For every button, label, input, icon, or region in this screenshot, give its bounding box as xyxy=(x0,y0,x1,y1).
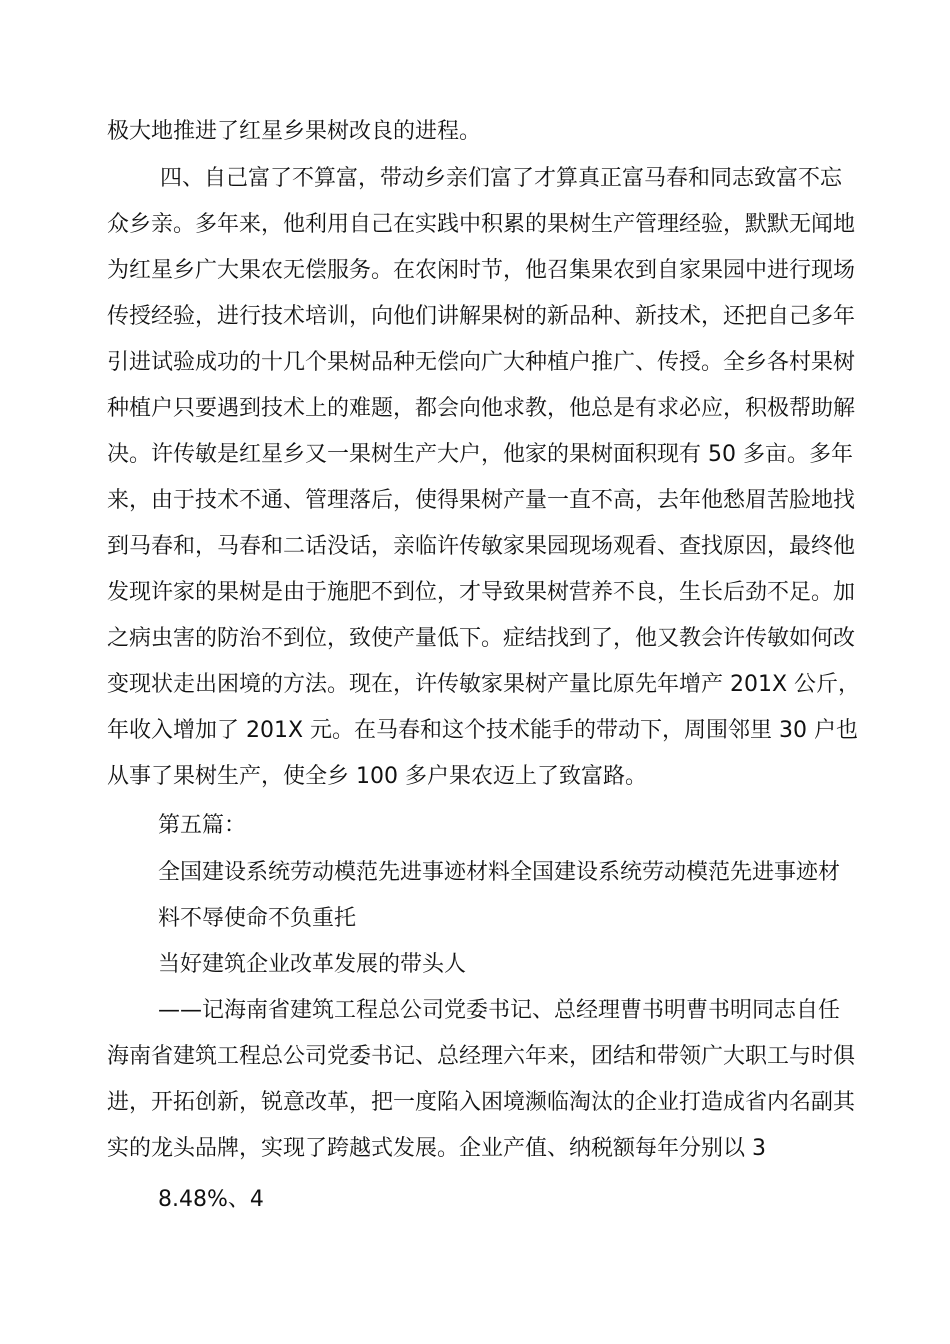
text-line: 实的龙头品牌，实现了跨越式发展。企业产值、纳税额每年分别以 3 xyxy=(107,1136,766,1161)
text-line: 从事了果树生产，使全乡 100 多户果农迈上了致富路。 xyxy=(107,764,647,789)
text-line: ——记海南省建筑工程总公司党委书记、总经理曹书明曹书明同志自任 xyxy=(158,998,841,1023)
text-line: 种植户只要遇到技术上的难题，都会向他求教，他总是有求必应，积极帮助解 xyxy=(107,396,856,421)
text-line: 为红星乡广大果农无偿服务。在农闲时节，他召集果农到自家果园中进行现场 xyxy=(107,258,856,283)
text-line: 发现许家的果树是由于施肥不到位，才导致果树营养不良，生长后劲不足。加 xyxy=(107,580,856,605)
text-line: 引进试验成功的十几个果树品种无偿向广大种植户推广、传授。全乡各村果树 xyxy=(107,350,856,375)
text-line: 年收入增加了 201X 元。在马春和这个技术能手的带动下，周围邻里 30 户也 xyxy=(107,718,859,743)
text-line: 众乡亲。多年来，他利用自己在实践中积累的果树生产管理经验，默默无闻地 xyxy=(107,212,856,237)
text-line: 料不辱使命不负重托 xyxy=(158,906,357,931)
text-line: 海南省建筑工程总公司党委书记、总经理六年来，团结和带领广大职工与时俱 xyxy=(107,1044,856,1069)
text-line: 到马春和，马春和二话没话，亲临许传敏家果园现场观看、查找原因，最终他 xyxy=(107,534,856,559)
text-line: 极大地推进了红星乡果树改良的进程。 xyxy=(107,119,482,144)
text-line: 全国建设系统劳动模范先进事迹材料全国建设系统劳动模范先进事迹材 xyxy=(158,860,841,885)
text-line: 变现状走出困境的方法。现在，许传敏家果树产量比原先年增产 201X 公斤， xyxy=(107,672,861,697)
text-line: 进，开拓创新，锐意改革，把一度陷入困境濒临淘汰的企业打造成省内名副其 xyxy=(107,1090,856,1115)
text-line: 传授经验，进行技术培训，向他们讲解果树的新品种、新技术，还把自己多年 xyxy=(107,304,856,329)
text-line: 四、自己富了不算富，带动乡亲们富了才算真正富马春和同志致富不忘 xyxy=(160,166,843,191)
text-line: 之病虫害的防治不到位，致使产量低下。症结找到了，他又教会许传敏如何改 xyxy=(107,626,856,651)
section-heading: 第五篇： xyxy=(158,813,247,838)
text-line: 当好建筑企业改革发展的带头人 xyxy=(158,952,467,977)
text-line: 来，由于技术不通、管理落后，使得果树产量一直不高，去年他愁眉苦脸地找 xyxy=(107,488,856,513)
text-line: 8.48%、4 xyxy=(158,1187,264,1212)
text-line: 决。许传敏是红星乡又一果树生产大户，他家的果树面积现有 50 多亩。多年 xyxy=(107,442,853,467)
